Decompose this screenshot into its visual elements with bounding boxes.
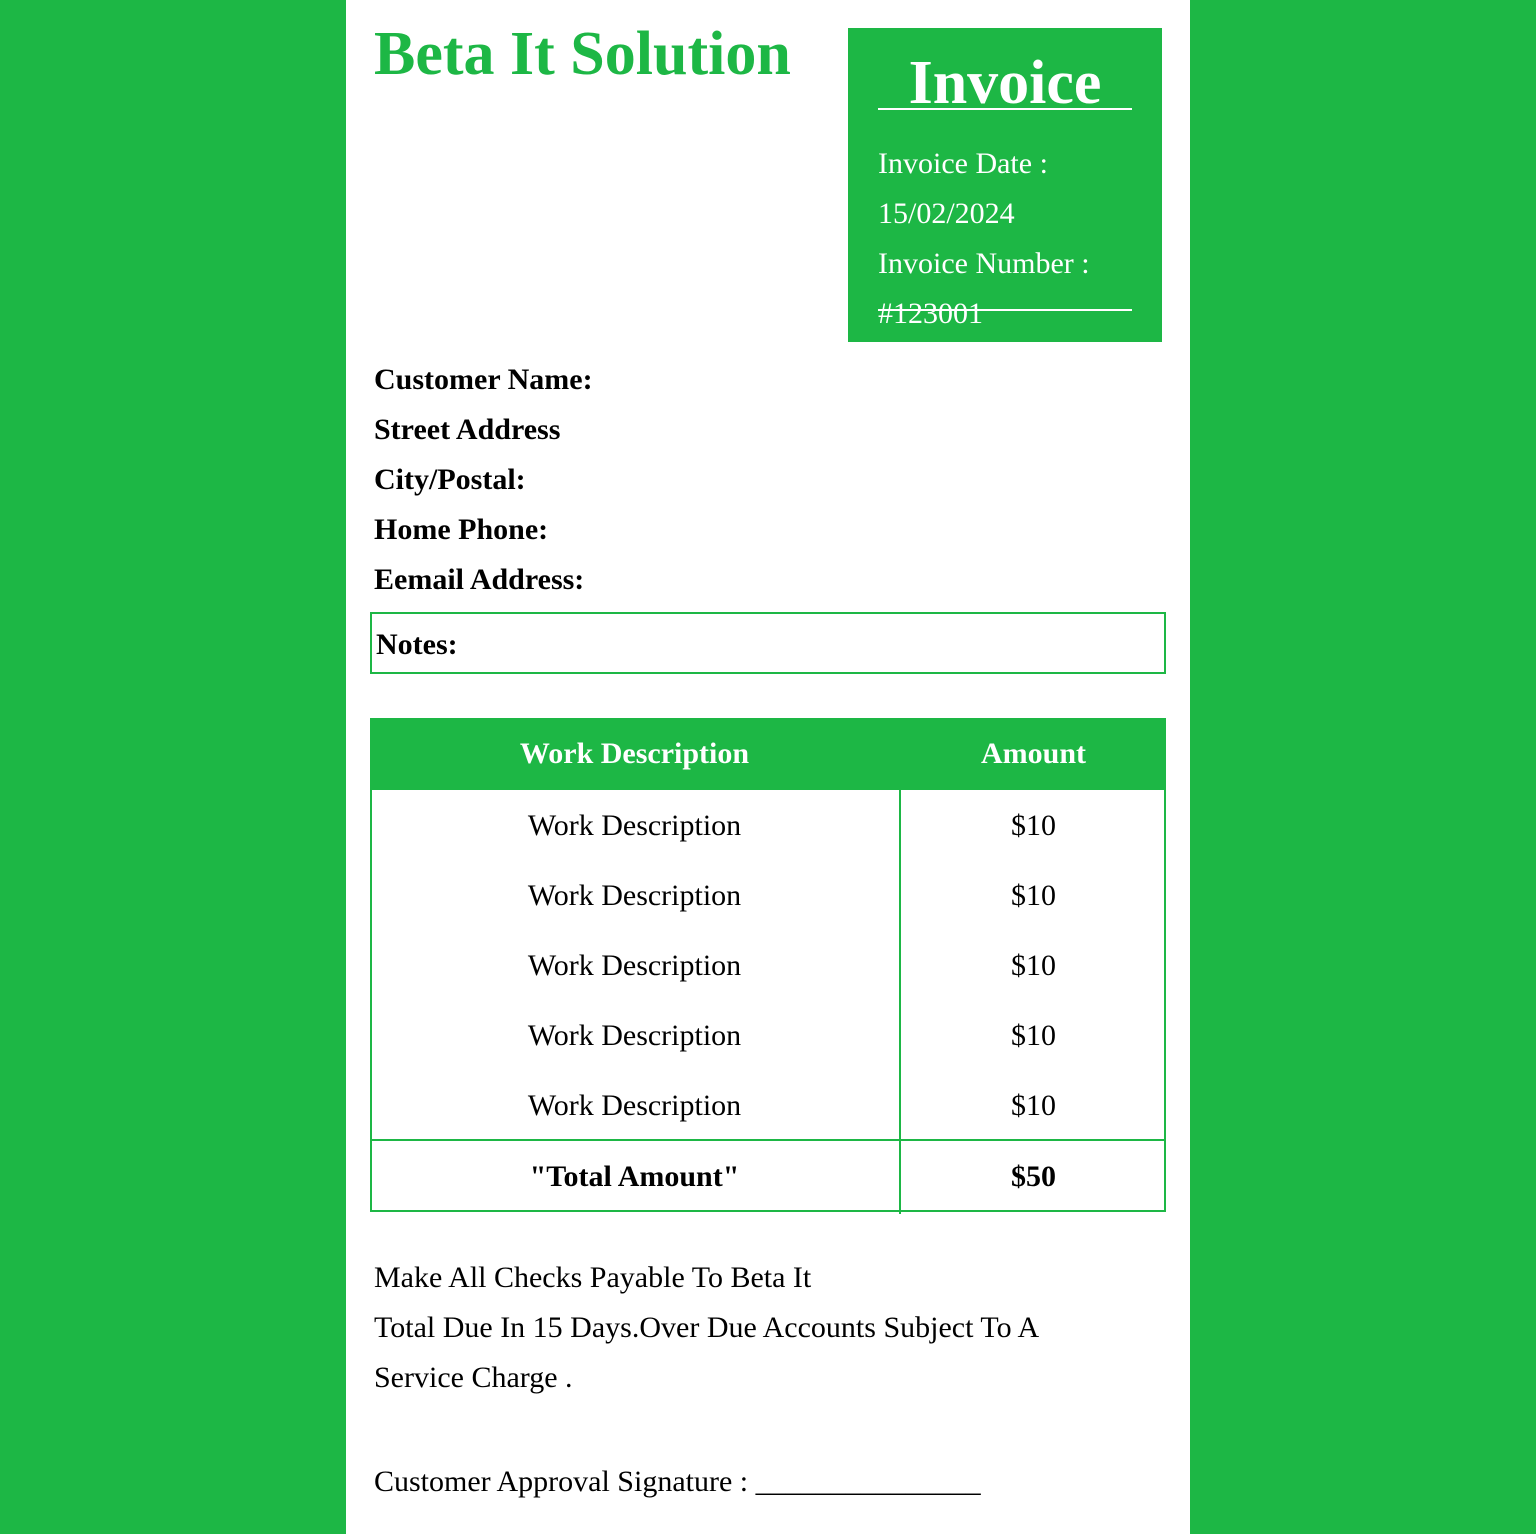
- street-address-label: Street Address: [374, 413, 561, 446]
- email-address-label: Eemail Address:: [374, 563, 585, 596]
- checks-payable-text: Make All Checks Payable To Beta It: [374, 1261, 812, 1294]
- total-value: $50: [1011, 1160, 1056, 1193]
- row-1-description: Work Description: [527, 809, 742, 842]
- company-name: Beta It Solution: [374, 20, 791, 88]
- notes-box[interactable]: [370, 612, 1166, 674]
- table-header-row: [370, 718, 1166, 790]
- row-1-amount: $10: [1011, 809, 1056, 842]
- invoice-date-label: Invoice Date :: [878, 147, 1048, 180]
- invoice-date-value: 15/02/2024: [878, 197, 1015, 230]
- city-postal-label: City/Postal:: [374, 463, 526, 496]
- row-2-description: Work Description: [527, 879, 742, 912]
- row-4-description: Work Description: [527, 1019, 742, 1052]
- total-divider: [370, 1139, 1166, 1141]
- invoice-page: [346, 0, 1190, 1534]
- row-3-description: Work Description: [527, 949, 742, 982]
- work-table: [370, 718, 1166, 1214]
- row-5-description: Work Description: [527, 1089, 742, 1122]
- invoice-title: Invoice: [878, 50, 1132, 110]
- invoice-number-label: Invoice Number :: [878, 247, 1090, 280]
- home-phone-label: Home Phone:: [374, 513, 549, 546]
- total-label: "Total Amount": [529, 1160, 740, 1193]
- customer-name-label: Customer Name:: [374, 363, 593, 396]
- notes-label: Notes:: [376, 628, 458, 661]
- row-3-amount: $10: [1011, 949, 1056, 982]
- row-5-amount: $10: [1011, 1089, 1056, 1122]
- row-2-amount: $10: [1011, 879, 1056, 912]
- header-amount: Amount: [980, 737, 1086, 770]
- table-body-frame: [370, 790, 1166, 1212]
- invoice-info-divider: [878, 309, 1132, 311]
- due-terms-line-2: Service Charge .: [374, 1361, 573, 1394]
- header-work-description: Work Description: [519, 737, 750, 770]
- row-4-amount: $10: [1011, 1019, 1056, 1052]
- invoice-number-value: #123001: [878, 297, 983, 330]
- due-terms-line-1: Total Due In 15 Days.Over Due Accounts Subject To A: [374, 1311, 1040, 1344]
- invoice-info-box: [848, 28, 1162, 342]
- signature-line: Customer Approval Signature : _______________: [374, 1465, 981, 1498]
- column-divider: [899, 790, 901, 1214]
